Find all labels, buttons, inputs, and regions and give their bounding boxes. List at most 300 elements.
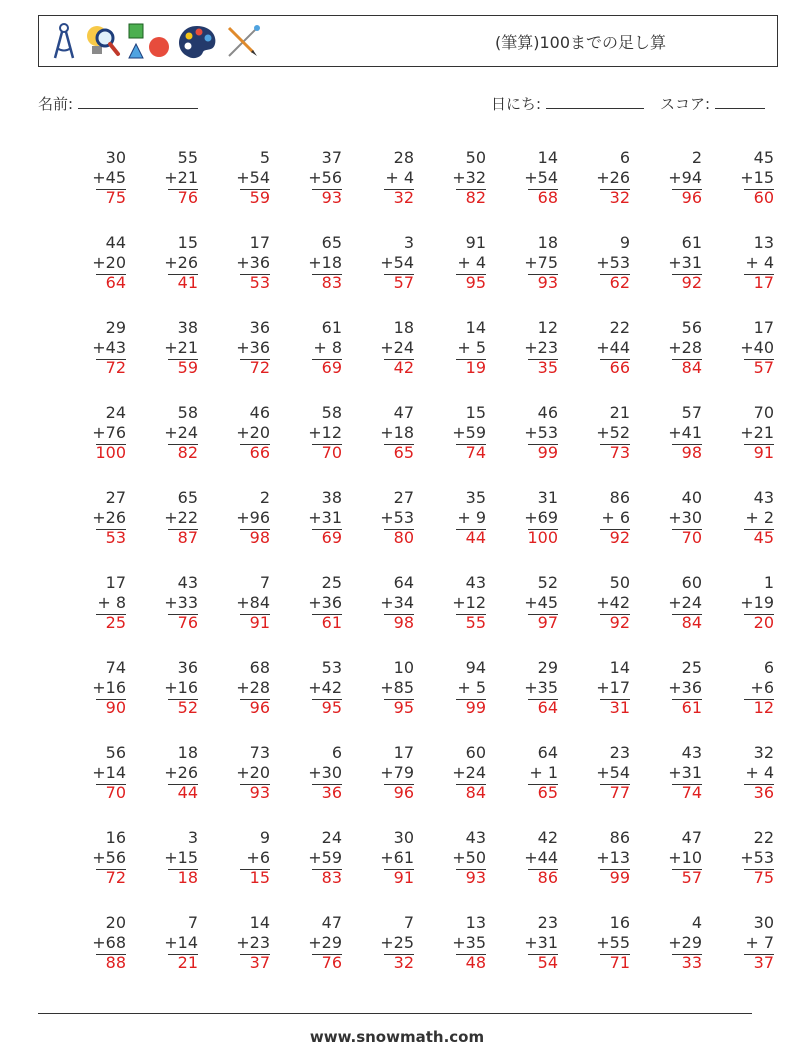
answer: 90 [105,698,126,717]
problem-cell [326,148,414,233]
addend-bottom: +19 [740,592,774,612]
addend-bottom: +18 [308,252,342,272]
answer: 66 [249,443,270,462]
addend-bottom: +79 [380,762,414,782]
answer: 75 [753,868,774,887]
answer: 32 [393,188,414,207]
addend-top: 44 [105,233,126,252]
addend-top: 7 [403,913,414,932]
problem-cell [686,233,774,318]
problem-cell [182,828,270,913]
addend-top: 61 [321,318,342,337]
addend-bottom: +31 [668,252,702,272]
addend-top: 43 [177,573,198,592]
addend-bottom: +24 [380,337,414,357]
problem-cell [110,913,198,998]
answer: 21 [177,953,198,972]
answer: 84 [681,613,702,632]
problem-cell [254,658,342,743]
addend-top: 47 [321,913,342,932]
problem-cell [110,828,198,913]
answer: 70 [105,783,126,802]
answer: 93 [321,188,342,207]
answer: 48 [465,953,486,972]
problem-cell [542,913,630,998]
addend-bottom: +14 [92,762,126,782]
addend-bottom: +35 [524,677,558,697]
addend-bottom: +17 [596,677,630,697]
problem-cell [542,658,630,743]
answer: 82 [465,188,486,207]
addend-top: 50 [465,148,486,167]
answer: 84 [681,358,702,377]
addend-bottom: +76 [92,422,126,442]
compass-icon [49,22,79,62]
answer: 73 [609,443,630,462]
date-blank [546,94,644,109]
addend-bottom: +30 [308,762,342,782]
addend-top: 18 [537,233,558,252]
addend-bottom: +56 [308,167,342,187]
addend-top: 64 [393,573,414,592]
problem-cell [38,573,126,658]
addend-bottom: +61 [380,847,414,867]
addend-top: 20 [105,913,126,932]
answer: 37 [249,953,270,972]
answer: 64 [105,273,126,292]
problem-cell [686,828,774,913]
problem-row [38,148,774,233]
addend-bottom: +75 [524,252,558,272]
answer: 93 [465,868,486,887]
answer: 15 [249,868,270,887]
answer: 92 [609,613,630,632]
addend-top: 94 [465,658,486,677]
problem-cell [542,743,630,828]
addend-top: 27 [105,488,126,507]
addend-bottom: +29 [668,932,702,952]
answer: 93 [537,273,558,292]
problem-cell [326,913,414,998]
addend-top: 6 [763,658,774,677]
problem-cell [182,488,270,573]
problem-cell [110,488,198,573]
problem-cell [254,233,342,318]
addend-top: 46 [537,403,558,422]
problem-cell [470,148,558,233]
addend-bottom: +28 [236,677,270,697]
problem-row [38,658,774,743]
addend-top: 16 [609,913,630,932]
problem-cell [542,403,630,488]
problem-cell [686,318,774,403]
problem-cell [542,828,630,913]
problem-cell [398,233,486,318]
addend-bottom: +26 [92,507,126,527]
answer: 74 [681,783,702,802]
problem-row [38,913,774,998]
problem-cell [686,403,774,488]
addend-top: 22 [753,828,774,847]
addend-top: 38 [177,318,198,337]
answer: 92 [681,273,702,292]
addend-bottom: +10 [668,847,702,867]
answer: 66 [609,358,630,377]
footer-site: www.snowmath.com [309,1028,485,1046]
addend-bottom: +13 [596,847,630,867]
addend-bottom: +54 [236,167,270,187]
answer: 53 [105,528,126,547]
problem-cell [470,488,558,573]
addend-top: 24 [321,828,342,847]
problem-cell [614,233,702,318]
addend-top: 15 [465,403,486,422]
addend-top: 23 [537,913,558,932]
problem-cell [542,148,630,233]
problem-cell [182,743,270,828]
addend-bottom: + 4 [457,252,486,272]
answer: 98 [249,528,270,547]
date-field [491,93,644,114]
addend-bottom: +21 [164,167,198,187]
addend-bottom: +54 [380,252,414,272]
addend-bottom: +40 [740,337,774,357]
answer: 17 [753,273,774,292]
addend-top: 57 [681,403,702,422]
answer: 65 [537,783,558,802]
problem-cell [398,743,486,828]
problem-cell [686,488,774,573]
addend-bottom: +21 [740,422,774,442]
addend-top: 14 [249,913,270,932]
addend-top: 47 [681,828,702,847]
addend-bottom: +31 [308,507,342,527]
problem-cell [326,743,414,828]
addend-top: 21 [609,403,630,422]
addend-bottom: +53 [524,422,558,442]
addend-top: 40 [681,488,702,507]
answer: 68 [537,188,558,207]
addend-top: 37 [321,148,342,167]
problem-cell [38,488,126,573]
answer: 59 [249,188,270,207]
problem-cell [110,318,198,403]
addend-top: 58 [321,403,342,422]
answer: 98 [393,613,414,632]
addend-bottom: +59 [452,422,486,442]
addend-top: 5 [259,148,270,167]
addend-bottom: +36 [668,677,702,697]
answer: 87 [177,528,198,547]
problem-cell [254,743,342,828]
answer: 83 [321,868,342,887]
answer: 64 [537,698,558,717]
addend-top: 25 [321,573,342,592]
answer: 92 [609,528,630,547]
addend-top: 17 [393,743,414,762]
addend-top: 29 [105,318,126,337]
addend-top: 36 [249,318,270,337]
addend-top: 14 [609,658,630,677]
addend-bottom: +20 [236,762,270,782]
problem-cell [470,573,558,658]
addend-top: 46 [249,403,270,422]
addend-top: 43 [681,743,702,762]
addend-bottom: +84 [236,592,270,612]
addend-top: 18 [393,318,414,337]
addend-top: 58 [177,403,198,422]
addend-bottom: +12 [452,592,486,612]
answer: 18 [177,868,198,887]
answer: 99 [465,698,486,717]
addend-bottom: +31 [524,932,558,952]
answer: 61 [321,613,342,632]
answer: 99 [537,443,558,462]
problem-cell [614,913,702,998]
addend-top: 38 [321,488,342,507]
addend-top: 7 [259,573,270,592]
answer: 37 [753,953,774,972]
score-blank [715,94,765,109]
answer: 84 [465,783,486,802]
addend-bottom: +24 [164,422,198,442]
answer: 60 [753,188,774,207]
problem-cell [398,658,486,743]
answer: 76 [177,188,198,207]
addend-top: 86 [609,488,630,507]
problem-row [38,573,774,658]
addend-top: 23 [609,743,630,762]
answer: 91 [753,443,774,462]
addend-bottom: +24 [668,592,702,612]
answer: 44 [177,783,198,802]
addend-bottom: +53 [740,847,774,867]
name-blank [78,94,198,109]
problem-cell [38,318,126,403]
answer: 41 [177,273,198,292]
addend-top: 14 [537,148,558,167]
problem-cell [326,488,414,573]
answer: 36 [321,783,342,802]
answer: 69 [321,358,342,377]
problem-cell [110,743,198,828]
addend-bottom: + 7 [745,932,774,952]
addend-bottom: +55 [596,932,630,952]
addend-top: 4 [691,913,702,932]
addend-bottom: +21 [164,337,198,357]
problem-cell [182,573,270,658]
addend-bottom: +33 [164,592,198,612]
addend-top: 43 [465,828,486,847]
palette-icon [175,22,219,62]
answer: 76 [177,613,198,632]
problem-row [38,828,774,913]
problem-cell [470,658,558,743]
problem-row [38,318,774,403]
problem-cell [110,148,198,233]
addend-top: 65 [321,233,342,252]
problem-cell [398,403,486,488]
problem-cell [254,148,342,233]
problem-cell [38,913,126,998]
addend-bottom: +32 [452,167,486,187]
addend-bottom: +20 [236,422,270,442]
addend-top: 32 [753,743,774,762]
answer: 91 [393,868,414,887]
addend-top: 30 [105,148,126,167]
addend-top: 1 [763,573,774,592]
answer: 72 [249,358,270,377]
addend-bottom: +36 [308,592,342,612]
answer: 95 [465,273,486,292]
problem-cell [326,573,414,658]
addend-top: 9 [259,828,270,847]
addend-top: 29 [537,658,558,677]
answer: 36 [753,783,774,802]
addend-bottom: +25 [380,932,414,952]
addend-bottom: +59 [308,847,342,867]
header-box [38,15,778,67]
addend-top: 74 [105,658,126,677]
addend-bottom: +34 [380,592,414,612]
addend-bottom: +44 [524,847,558,867]
addend-top: 43 [753,488,774,507]
addend-bottom: +15 [164,847,198,867]
answer: 33 [681,953,702,972]
answer: 59 [177,358,198,377]
problem-row [38,743,774,828]
addend-top: 30 [753,913,774,932]
answer: 35 [537,358,558,377]
answer: 75 [105,188,126,207]
addend-bottom: +6 [246,847,270,867]
date-label: 日にち: [491,95,542,113]
addend-bottom: +23 [524,337,558,357]
addend-top: 24 [105,403,126,422]
answer: 80 [393,528,414,547]
problem-row [38,403,774,488]
problem-cell [614,573,702,658]
answer: 57 [393,273,414,292]
addend-bottom: +54 [596,762,630,782]
addend-bottom: + 2 [745,507,774,527]
addend-top: 10 [393,658,414,677]
problem-grid [38,148,774,998]
answer: 20 [753,613,774,632]
addend-bottom: +28 [668,337,702,357]
addend-top: 6 [619,148,630,167]
addend-bottom: +94 [668,167,702,187]
addend-top: 25 [681,658,702,677]
problem-cell [686,573,774,658]
answer: 57 [753,358,774,377]
problem-cell [110,658,198,743]
addend-bottom: +54 [524,167,558,187]
addend-top: 3 [187,828,198,847]
problem-cell [110,233,198,318]
addend-bottom: + 4 [745,252,774,272]
answer: 93 [249,783,270,802]
addend-top: 7 [187,913,198,932]
addend-bottom: + 1 [529,762,558,782]
problem-cell [686,743,774,828]
problem-cell [614,318,702,403]
answer: 55 [465,613,486,632]
addend-bottom: +69 [524,507,558,527]
answer: 12 [753,698,774,717]
addend-top: 17 [753,318,774,337]
problem-cell [254,488,342,573]
problem-cell [542,318,630,403]
problem-cell [542,488,630,573]
answer: 42 [393,358,414,377]
addend-bottom: +85 [380,677,414,697]
addend-bottom: +23 [236,932,270,952]
problem-cell [38,658,126,743]
addend-bottom: +68 [92,932,126,952]
addend-bottom: +50 [452,847,486,867]
addend-bottom: +18 [380,422,414,442]
addend-bottom: +26 [164,762,198,782]
problem-cell [254,828,342,913]
answer: 31 [609,698,630,717]
addend-bottom: +30 [668,507,702,527]
addend-bottom: + 8 [97,592,126,612]
addend-bottom: +45 [92,167,126,187]
addend-top: 6 [331,743,342,762]
addend-bottom: +45 [524,592,558,612]
answer: 71 [609,953,630,972]
addend-top: 70 [753,403,774,422]
problem-cell [182,233,270,318]
problem-cell [398,318,486,403]
problem-cell [182,148,270,233]
addend-bottom: + 8 [313,337,342,357]
addend-bottom: +42 [308,677,342,697]
problem-cell [38,148,126,233]
addend-top: 3 [403,233,414,252]
addend-top: 50 [609,573,630,592]
addend-bottom: +96 [236,507,270,527]
problem-cell [542,233,630,318]
problem-cell [326,828,414,913]
problem-cell [38,233,126,318]
addend-top: 42 [537,828,558,847]
problem-cell [686,658,774,743]
answer: 77 [609,783,630,802]
problem-cell [38,828,126,913]
problem-cell [182,403,270,488]
name-label: 名前: [38,95,74,113]
addend-top: 18 [177,743,198,762]
header-icons [49,20,263,64]
answer: 61 [681,698,702,717]
problem-cell [182,318,270,403]
addend-bottom: +36 [236,252,270,272]
problem-cell [686,148,774,233]
answer: 91 [249,613,270,632]
addend-top: 15 [177,233,198,252]
answer: 54 [537,953,558,972]
problem-row [38,488,774,573]
problem-cell [614,828,702,913]
addend-bottom: + 4 [745,762,774,782]
addend-bottom: +35 [452,932,486,952]
answer: 62 [609,273,630,292]
answer: 70 [681,528,702,547]
addend-top: 86 [609,828,630,847]
problem-cell [398,913,486,998]
